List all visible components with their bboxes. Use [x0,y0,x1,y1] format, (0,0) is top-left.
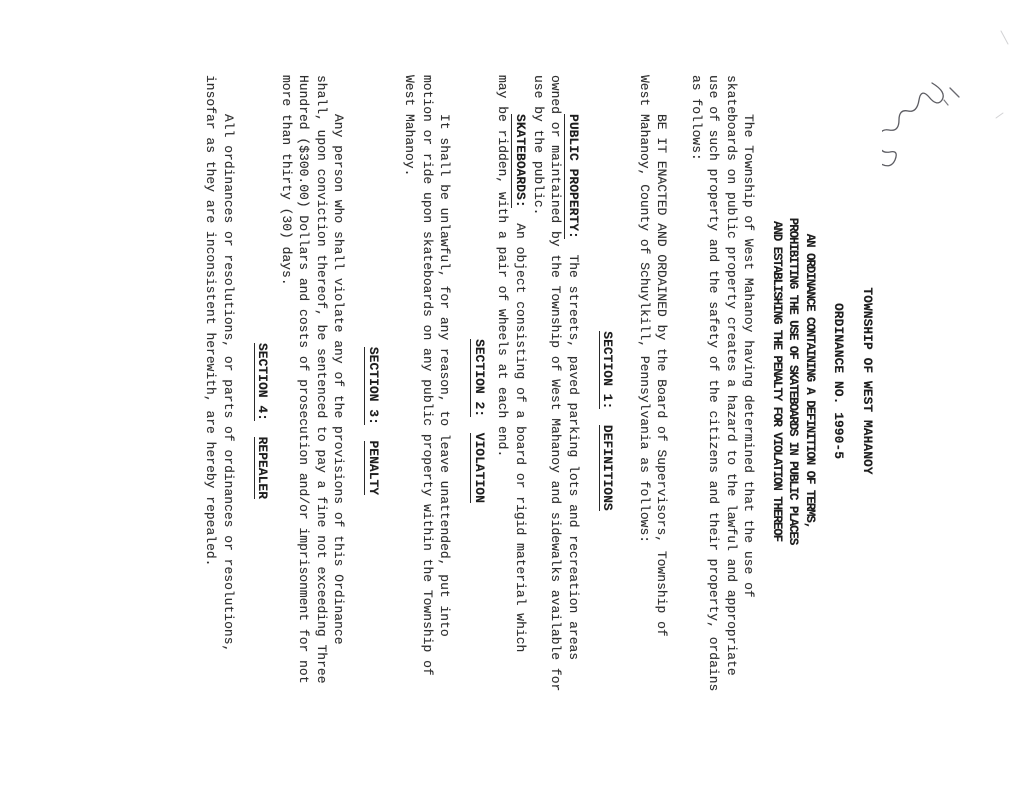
definition-skateboards-term-line [512,75,530,687]
preamble-line: use of such property and the safety of the citizens and their property, ordains [706,75,722,692]
section-3-heading-title: PENALTY [366,440,381,496]
penalty-text-line: Any person who shall violate any of the provisions of this Ordinance [331,75,347,645]
preamble-line: as follows: [689,75,704,161]
section-4-heading-label: SECTION 4: [255,342,271,421]
enactment-clause-line: West Mahanoy, County of Schuylkill, Pennsylvania as follows: [637,75,652,544]
ordinance-subtitle [769,75,819,687]
definition-skateboards [494,75,529,687]
ordinance-subtitle-line: PROHIBITING THE USE OF SKATEBOARDS IN PUBLIC PLACES [786,217,801,545]
section-4-heading-title: REPEALER [255,436,271,500]
definition-skateboards-line: may be ridden, with a pair of wheels at each end. [495,75,511,458]
section-2-heading-title: VIOLATION [472,432,487,503]
penalty-text-line: shall, upon conviction thereof, be sentenced to pay a fine not exceeding Three [314,75,329,684]
section-1-heading [599,115,617,727]
definition-public-property-indent [566,75,581,114]
definition-public-property-term-line [565,75,583,687]
section-4-heading [254,115,272,727]
preamble-line: skateboards on public property creates a hazard to the lawful and appropriate [724,75,739,676]
violation-text [401,75,454,687]
title-ordinance-number: ORDINANCE NO. 1990-5 [831,302,846,460]
definition-skateboards-term: SKATEBOARDS: [513,114,528,208]
violation-text-line: motion or ride upon skateboards on any public property within the Township of [420,75,435,676]
preamble [688,75,758,692]
section-3-heading-label: SECTION 3: [366,346,381,425]
repealer-text-line: All ordinances or resolutions, or parts of ordinances or resolutions, [221,75,236,653]
section-3-heading [365,115,383,727]
ordinance-subtitle-line: AND ESTABLISHING THE PENALTY FOR VIOLATION THEREOF [770,220,784,542]
definition-public-property-line: use by the public. [531,75,546,216]
definition-public-property-term: PUBLIC PROPERTY: [566,114,581,239]
handwritten-scribble-icon [882,25,1012,195]
section-3-heading-gap [366,425,381,441]
definition-skateboards-term-rest: An object consisting of a board or rigid material which [513,207,528,653]
penalty-text-line: more than thirty (30) days. [279,75,294,286]
section-2-heading [471,115,489,727]
section-1-heading-title: DEFINITIONS [600,424,616,511]
violation-text-line: West Mahanoy. [402,75,418,177]
section-2-heading-gap [472,417,487,433]
definition-skateboards-indent [513,75,528,114]
repealer-text [202,75,237,687]
document-body [202,75,876,692]
preamble-line: The Township of West Mahanoy having determined that the use of [741,75,757,598]
penalty-text-line: Hundred ($300.00) Dollars and costs of prosecution and/or imprisonment for not [296,75,312,684]
repealer-text-line: insofar as they are inconsistent herewith, are hereby repealed. [203,75,219,567]
section-1-heading-label: SECTION 1: [600,331,616,410]
definition-public-property [530,75,583,692]
violation-text-line: It shall be unlawful, for any reason, to leave unattended, put into [437,75,453,637]
definition-public-property-line: owned or maintained by the Township of West Mahanoy and sidewalks available for [548,75,564,692]
ordinance-subtitle-line: AN ORDINANCE CONTAINING A DEFINITION OF TERMS, [803,233,817,529]
section-1-heading-gap [601,409,616,425]
enactment-clause-line: BE IT ENACTED AND ORDAINED by the Board of Supervisors, Township of [654,75,670,637]
section-4-heading-gap [256,421,271,437]
section-2-heading-label: SECTION 2: [472,339,487,418]
penalty-text [278,75,348,687]
title-township: TOWNSHIP OF WEST MAHANOY [860,287,875,475]
enactment-clause [636,75,671,687]
definition-public-property-term-rest: The streets, paved parking lots and recreation areas [566,238,581,661]
